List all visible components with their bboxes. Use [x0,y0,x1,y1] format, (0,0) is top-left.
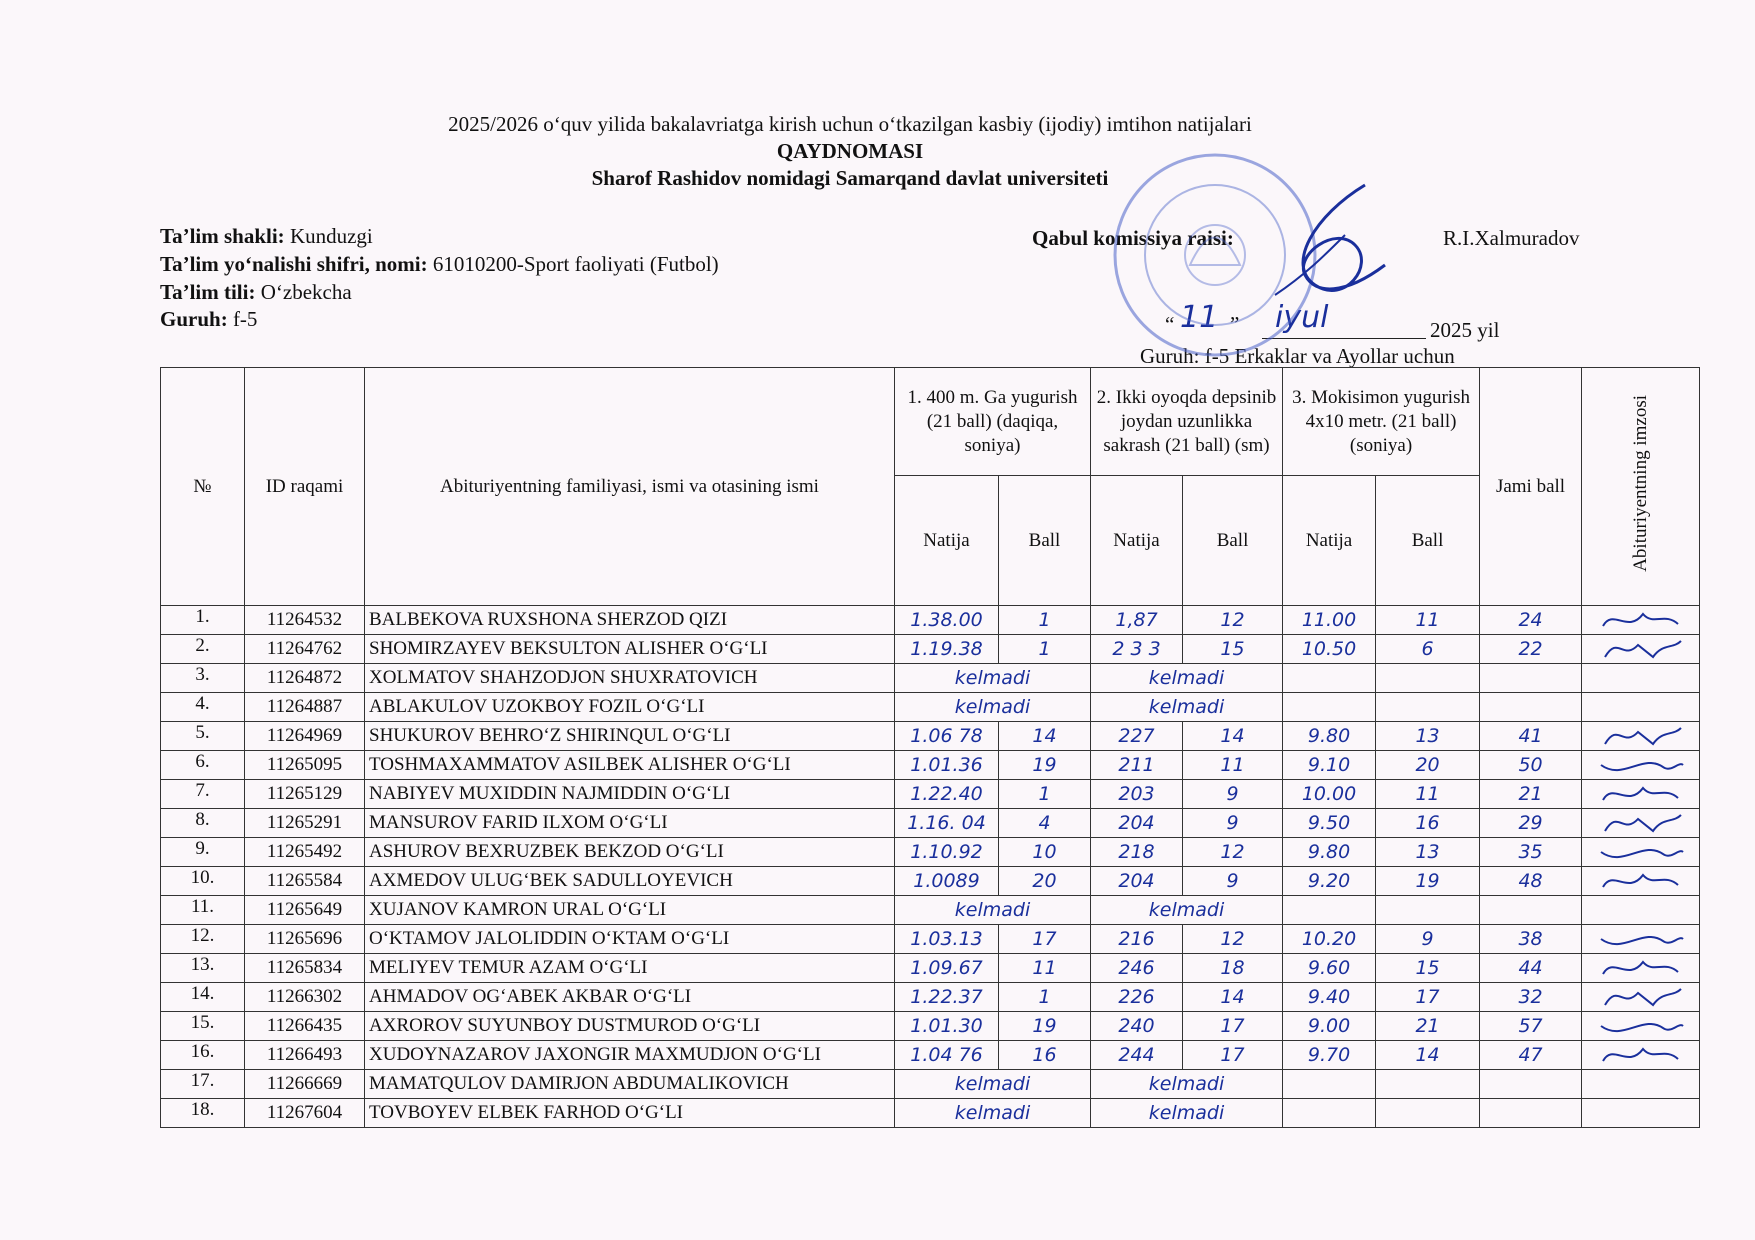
table-row [161,983,1700,1012]
table-row [161,838,1700,867]
sub-natija: Natija [1091,476,1183,606]
date-month: iyul [1275,300,1329,335]
signature-scribble [1593,954,1689,982]
result-1-natija: 1.0089 [895,867,999,896]
result-1-natija: 1.16. 04 [895,809,999,838]
result-2-natija: 2 3 3 [1091,635,1183,664]
total-score: 22 [1480,635,1582,664]
total-score: 44 [1480,954,1582,983]
result-3-ball: 13 [1376,722,1480,751]
result-2-natija: 204 [1091,809,1183,838]
absent-mark-1: kelmadi [895,896,1091,925]
date-close-quote: ” [1230,312,1240,336]
total-score [1480,664,1582,693]
result-1-ball: 1 [999,635,1091,664]
signature-scribble [1593,1012,1689,1040]
col-id: ID raqami [245,368,365,606]
row-name: BALBEKOVA RUXSHONA SHERZOD QIZI [365,606,895,635]
row-id: 11264872 [245,664,365,693]
row-id: 11266493 [245,1041,365,1070]
row-name: NABIYEV MUXIDDIN NAJMIDDIN O‘G‘LI [365,780,895,809]
absent-mark-1: kelmadi [895,1099,1091,1128]
absent-mark-2: kelmadi [1091,664,1283,693]
result-2-ball: 11 [1183,751,1283,780]
result-1-natija: 1.22.37 [895,983,999,1012]
table-row [161,1041,1700,1070]
row-name: TOSHMAXAMMATOV ASILBEK ALISHER O‘G‘LI [365,751,895,780]
signature-scribble [1593,809,1689,837]
result-2-ball: 12 [1183,838,1283,867]
row-number: 1. [161,606,245,635]
row-name: ABLAKULOV UZOKBOY FOZIL O‘G‘LI [365,693,895,722]
signature-scribble [1593,635,1689,663]
result-1-ball: 14 [999,722,1091,751]
result-3-natija: 9.10 [1283,751,1376,780]
applicant-signature [1582,751,1700,780]
row-name: XUJANOV KAMRON URAL O‘G‘LI [365,896,895,925]
result-2-natija: 216 [1091,925,1183,954]
applicant-signature [1582,1070,1700,1099]
study-form: Ta’lim shakli: Kunduzgi [160,224,373,248]
applicant-signature [1582,809,1700,838]
result-1-ball: 16 [999,1041,1091,1070]
result-3-natija: 10.50 [1283,635,1376,664]
result-1-natija: 1.03.13 [895,925,999,954]
applicant-signature [1582,1099,1700,1128]
row-number: 14. [161,983,245,1012]
table-row [161,664,1700,693]
total-score: 21 [1480,780,1582,809]
result-3-ball: 11 [1376,606,1480,635]
result-3-natija: 11.00 [1283,606,1376,635]
applicant-signature [1582,954,1700,983]
total-score [1480,896,1582,925]
col-no: № [161,368,245,606]
result-1-ball: 19 [999,751,1091,780]
table-row [161,1070,1700,1099]
total-score [1480,1099,1582,1128]
result-3-natija [1283,1070,1376,1099]
col-name: Abituriyentning familiyasi, ismi va otasining ismi [365,368,895,606]
document-title: QAYDNOMASI [776,139,924,163]
result-1-ball: 20 [999,867,1091,896]
result-3-natija [1283,1099,1376,1128]
row-name: ASHUROV BEXRUZBEK BEKZOD O‘G‘LI [365,838,895,867]
absent-mark-2: kelmadi [1091,896,1283,925]
applicant-signature [1582,838,1700,867]
total-score: 50 [1480,751,1582,780]
col-test2: 2. Ikki oyoqda depsinib joydan uzunlikka sakrash (21 ball) (sm) [1091,368,1283,476]
sub-natija: Natija [1283,476,1376,606]
date-open-quote: “ [1165,312,1175,336]
col-signature: Abituriyentning imzosi [1582,368,1700,606]
row-name: MELIYEV TEMUR AZAM O‘G‘LI [365,954,895,983]
table-row [161,722,1700,751]
row-number: 13. [161,954,245,983]
table-row [161,1099,1700,1128]
table-row [161,780,1700,809]
result-2-natija: 203 [1091,780,1183,809]
result-1-ball: 10 [999,838,1091,867]
result-2-ball: 14 [1183,722,1283,751]
row-id: 11265095 [245,751,365,780]
row-number: 7. [161,780,245,809]
row-id: 11264532 [245,606,365,635]
result-3-natija: 9.20 [1283,867,1376,896]
row-number: 11. [161,896,245,925]
result-2-natija: 246 [1091,954,1183,983]
result-3-ball [1376,1070,1480,1099]
applicant-signature [1582,635,1700,664]
result-3-natija: 10.20 [1283,925,1376,954]
result-1-ball: 11 [999,954,1091,983]
signature-scribble [1593,838,1689,866]
signature-scribble [1593,867,1689,895]
result-3-natija: 9.80 [1283,722,1376,751]
applicant-signature [1582,780,1700,809]
applicant-signature [1582,1012,1700,1041]
row-id: 11265696 [245,925,365,954]
result-2-natija: 226 [1091,983,1183,1012]
row-number: 10. [161,867,245,896]
row-id: 11264969 [245,722,365,751]
sub-ball: Ball [999,476,1091,606]
study-direction: Ta’lim yo‘nalishi shifri, nomi: 61010200-Sport faoliyati (Futbol) [160,252,719,276]
row-number: 2. [161,635,245,664]
signature-scribble [1593,751,1689,779]
col-test3: 3. Mokisimon yugurish 4x10 metr. (21 ball) (soniya) [1283,368,1480,476]
table-row [161,867,1700,896]
signature-scribble [1593,722,1689,750]
result-1-ball: 4 [999,809,1091,838]
result-1-natija: 1.01.30 [895,1012,999,1041]
results-body [161,606,1700,1128]
row-number: 6. [161,751,245,780]
row-id: 11267604 [245,1099,365,1128]
result-3-ball: 17 [1376,983,1480,1012]
applicant-signature [1582,983,1700,1012]
group-note: Guruh: f-5 Erkaklar va Ayollar uchun [1140,344,1455,368]
result-3-natija [1283,693,1376,722]
row-name: TOVBOYEV ELBEK FARHOD O‘G‘LI [365,1099,895,1128]
col-total: Jami ball [1480,368,1582,606]
table-row [161,606,1700,635]
result-3-ball [1376,664,1480,693]
row-id: 11264887 [245,693,365,722]
absent-mark-1: kelmadi [895,693,1091,722]
row-name: AXMEDOV ULUG‘BEK SADULLOYEVICH [365,867,895,896]
result-3-natija: 9.80 [1283,838,1376,867]
row-number: 15. [161,1012,245,1041]
commission-label: Qabul komissiya raisi: [1032,226,1234,250]
row-id: 11266435 [245,1012,365,1041]
result-3-ball: 19 [1376,867,1480,896]
result-1-natija: 1.38.00 [895,606,999,635]
result-2-ball: 9 [1183,809,1283,838]
result-2-ball: 9 [1183,780,1283,809]
row-number: 3. [161,664,245,693]
row-number: 12. [161,925,245,954]
result-1-natija: 1.01.36 [895,751,999,780]
row-name: MANSUROV FARID ILXOM O‘G‘LI [365,809,895,838]
row-name: AHMADOV OG‘ABEK AKBAR O‘G‘LI [365,983,895,1012]
result-2-natija: 204 [1091,867,1183,896]
row-id: 11265649 [245,896,365,925]
result-3-natija: 9.70 [1283,1041,1376,1070]
result-1-natija: 1.10.92 [895,838,999,867]
row-number: 5. [161,722,245,751]
applicant-signature [1582,693,1700,722]
row-number: 8. [161,809,245,838]
total-score: 24 [1480,606,1582,635]
result-1-ball: 1 [999,780,1091,809]
result-1-natija: 1.09.67 [895,954,999,983]
result-2-natija: 227 [1091,722,1183,751]
total-score [1480,693,1582,722]
row-number: 9. [161,838,245,867]
row-number: 16. [161,1041,245,1070]
table-row [161,1012,1700,1041]
absent-mark-2: kelmadi [1091,693,1283,722]
result-3-ball: 21 [1376,1012,1480,1041]
row-name: SHUKUROV BEHRO‘Z SHIRINQUL O‘G‘LI [365,722,895,751]
table-row [161,751,1700,780]
absent-mark-2: kelmadi [1091,1070,1283,1099]
row-number: 17. [161,1070,245,1099]
result-3-ball: 9 [1376,925,1480,954]
row-id: 11264762 [245,635,365,664]
result-3-ball: 15 [1376,954,1480,983]
row-name: MAMATQULOV DAMIRJON ABDUMALIKOVICH [365,1070,895,1099]
result-3-ball: 14 [1376,1041,1480,1070]
signature-scribble [1593,925,1689,953]
sub-natija: Natija [895,476,999,606]
date-day: 11 [1180,300,1219,335]
group: Guruh: f-5 [160,307,258,331]
applicant-signature [1582,896,1700,925]
result-3-natija [1283,664,1376,693]
result-1-ball: 1 [999,983,1091,1012]
result-2-ball: 12 [1183,606,1283,635]
sub-ball: Ball [1376,476,1480,606]
result-1-ball: 19 [999,1012,1091,1041]
signature-scribble [1593,606,1689,634]
result-2-ball: 9 [1183,867,1283,896]
row-name: SHOMIRZAYEV BEKSULTON ALISHER O‘G‘LI [365,635,895,664]
applicant-signature [1582,606,1700,635]
table-row [161,925,1700,954]
chair-signature [1255,175,1405,325]
result-1-natija: 1.06 78 [895,722,999,751]
row-name: O‘KTAMOV JALOLIDDIN O‘KTAM O‘G‘LI [365,925,895,954]
result-2-natija: 211 [1091,751,1183,780]
total-score: 47 [1480,1041,1582,1070]
applicant-signature [1582,664,1700,693]
col-test1: 1. 400 m. Ga yugurish (21 ball) (daqiqa, soniya) [895,368,1091,476]
date-year: 2025 yil [1430,318,1500,342]
table-row [161,809,1700,838]
total-score: 35 [1480,838,1582,867]
row-name: XOLMATOV SHAHZODJON SHUXRATOVICH [365,664,895,693]
applicant-signature [1582,925,1700,954]
commission-chair-name: R.I.Xalmuradov [1443,226,1580,250]
result-3-natija: 10.00 [1283,780,1376,809]
row-id: 11265834 [245,954,365,983]
result-2-ball: 12 [1183,925,1283,954]
result-3-natija: 9.00 [1283,1012,1376,1041]
row-id: 11266302 [245,983,365,1012]
absent-mark-1: kelmadi [895,1070,1091,1099]
result-3-ball: 20 [1376,751,1480,780]
result-3-natija [1283,896,1376,925]
result-3-natija: 9.50 [1283,809,1376,838]
row-id: 11265129 [245,780,365,809]
result-1-natija: 1.04 76 [895,1041,999,1070]
table-row [161,693,1700,722]
row-id: 11265492 [245,838,365,867]
row-id: 11265291 [245,809,365,838]
result-3-natija: 9.60 [1283,954,1376,983]
total-score: 41 [1480,722,1582,751]
row-name: AXROROV SUYUNBOY DUSTMUROD O‘G‘LI [365,1012,895,1041]
row-number: 18. [161,1099,245,1128]
result-2-ball: 17 [1183,1012,1283,1041]
sub-ball: Ball [1183,476,1283,606]
result-3-ball [1376,896,1480,925]
result-2-natija: 240 [1091,1012,1183,1041]
result-2-natija: 218 [1091,838,1183,867]
result-3-ball [1376,1099,1480,1128]
result-3-ball: 13 [1376,838,1480,867]
applicant-signature [1582,1041,1700,1070]
total-score: 29 [1480,809,1582,838]
result-1-natija: 1.22.40 [895,780,999,809]
table-row [161,635,1700,664]
row-name: XUDOYNAZAROV JAXONGIR MAXMUDJON O‘G‘LI [365,1041,895,1070]
university-name: Sharof Rashidov nomidagi Samarqand davlat universiteti [591,166,1109,190]
result-3-ball: 16 [1376,809,1480,838]
results-table [160,367,1700,1128]
document-title-line: 2025/2026 o‘quv yilida bakalavriatga kirish uchun o‘tkazilgan kasbiy (ijodiy) imtihon natijalari [448,112,1252,136]
signature-scribble [1593,1041,1689,1069]
result-2-natija: 1,87 [1091,606,1183,635]
signature-scribble [1593,780,1689,808]
total-score: 32 [1480,983,1582,1012]
total-score: 38 [1480,925,1582,954]
study-language: Ta’lim tili: O‘zbekcha [160,280,352,304]
signature-scribble [1593,983,1689,1011]
result-2-ball: 18 [1183,954,1283,983]
result-1-ball: 1 [999,606,1091,635]
result-2-ball: 17 [1183,1041,1283,1070]
total-score: 48 [1480,867,1582,896]
row-number: 4. [161,693,245,722]
result-2-ball: 15 [1183,635,1283,664]
total-score [1480,1070,1582,1099]
result-3-ball: 6 [1376,635,1480,664]
row-id: 11265584 [245,867,365,896]
absent-mark-2: kelmadi [1091,1099,1283,1128]
result-3-natija: 9.40 [1283,983,1376,1012]
result-1-ball: 17 [999,925,1091,954]
table-row [161,896,1700,925]
result-2-ball: 14 [1183,983,1283,1012]
result-2-natija: 244 [1091,1041,1183,1070]
total-score: 57 [1480,1012,1582,1041]
absent-mark-1: kelmadi [895,664,1091,693]
row-id: 11266669 [245,1070,365,1099]
result-3-ball: 11 [1376,780,1480,809]
result-1-natija: 1.19.38 [895,635,999,664]
applicant-signature [1582,722,1700,751]
table-row [161,954,1700,983]
result-3-ball [1376,693,1480,722]
applicant-signature [1582,867,1700,896]
